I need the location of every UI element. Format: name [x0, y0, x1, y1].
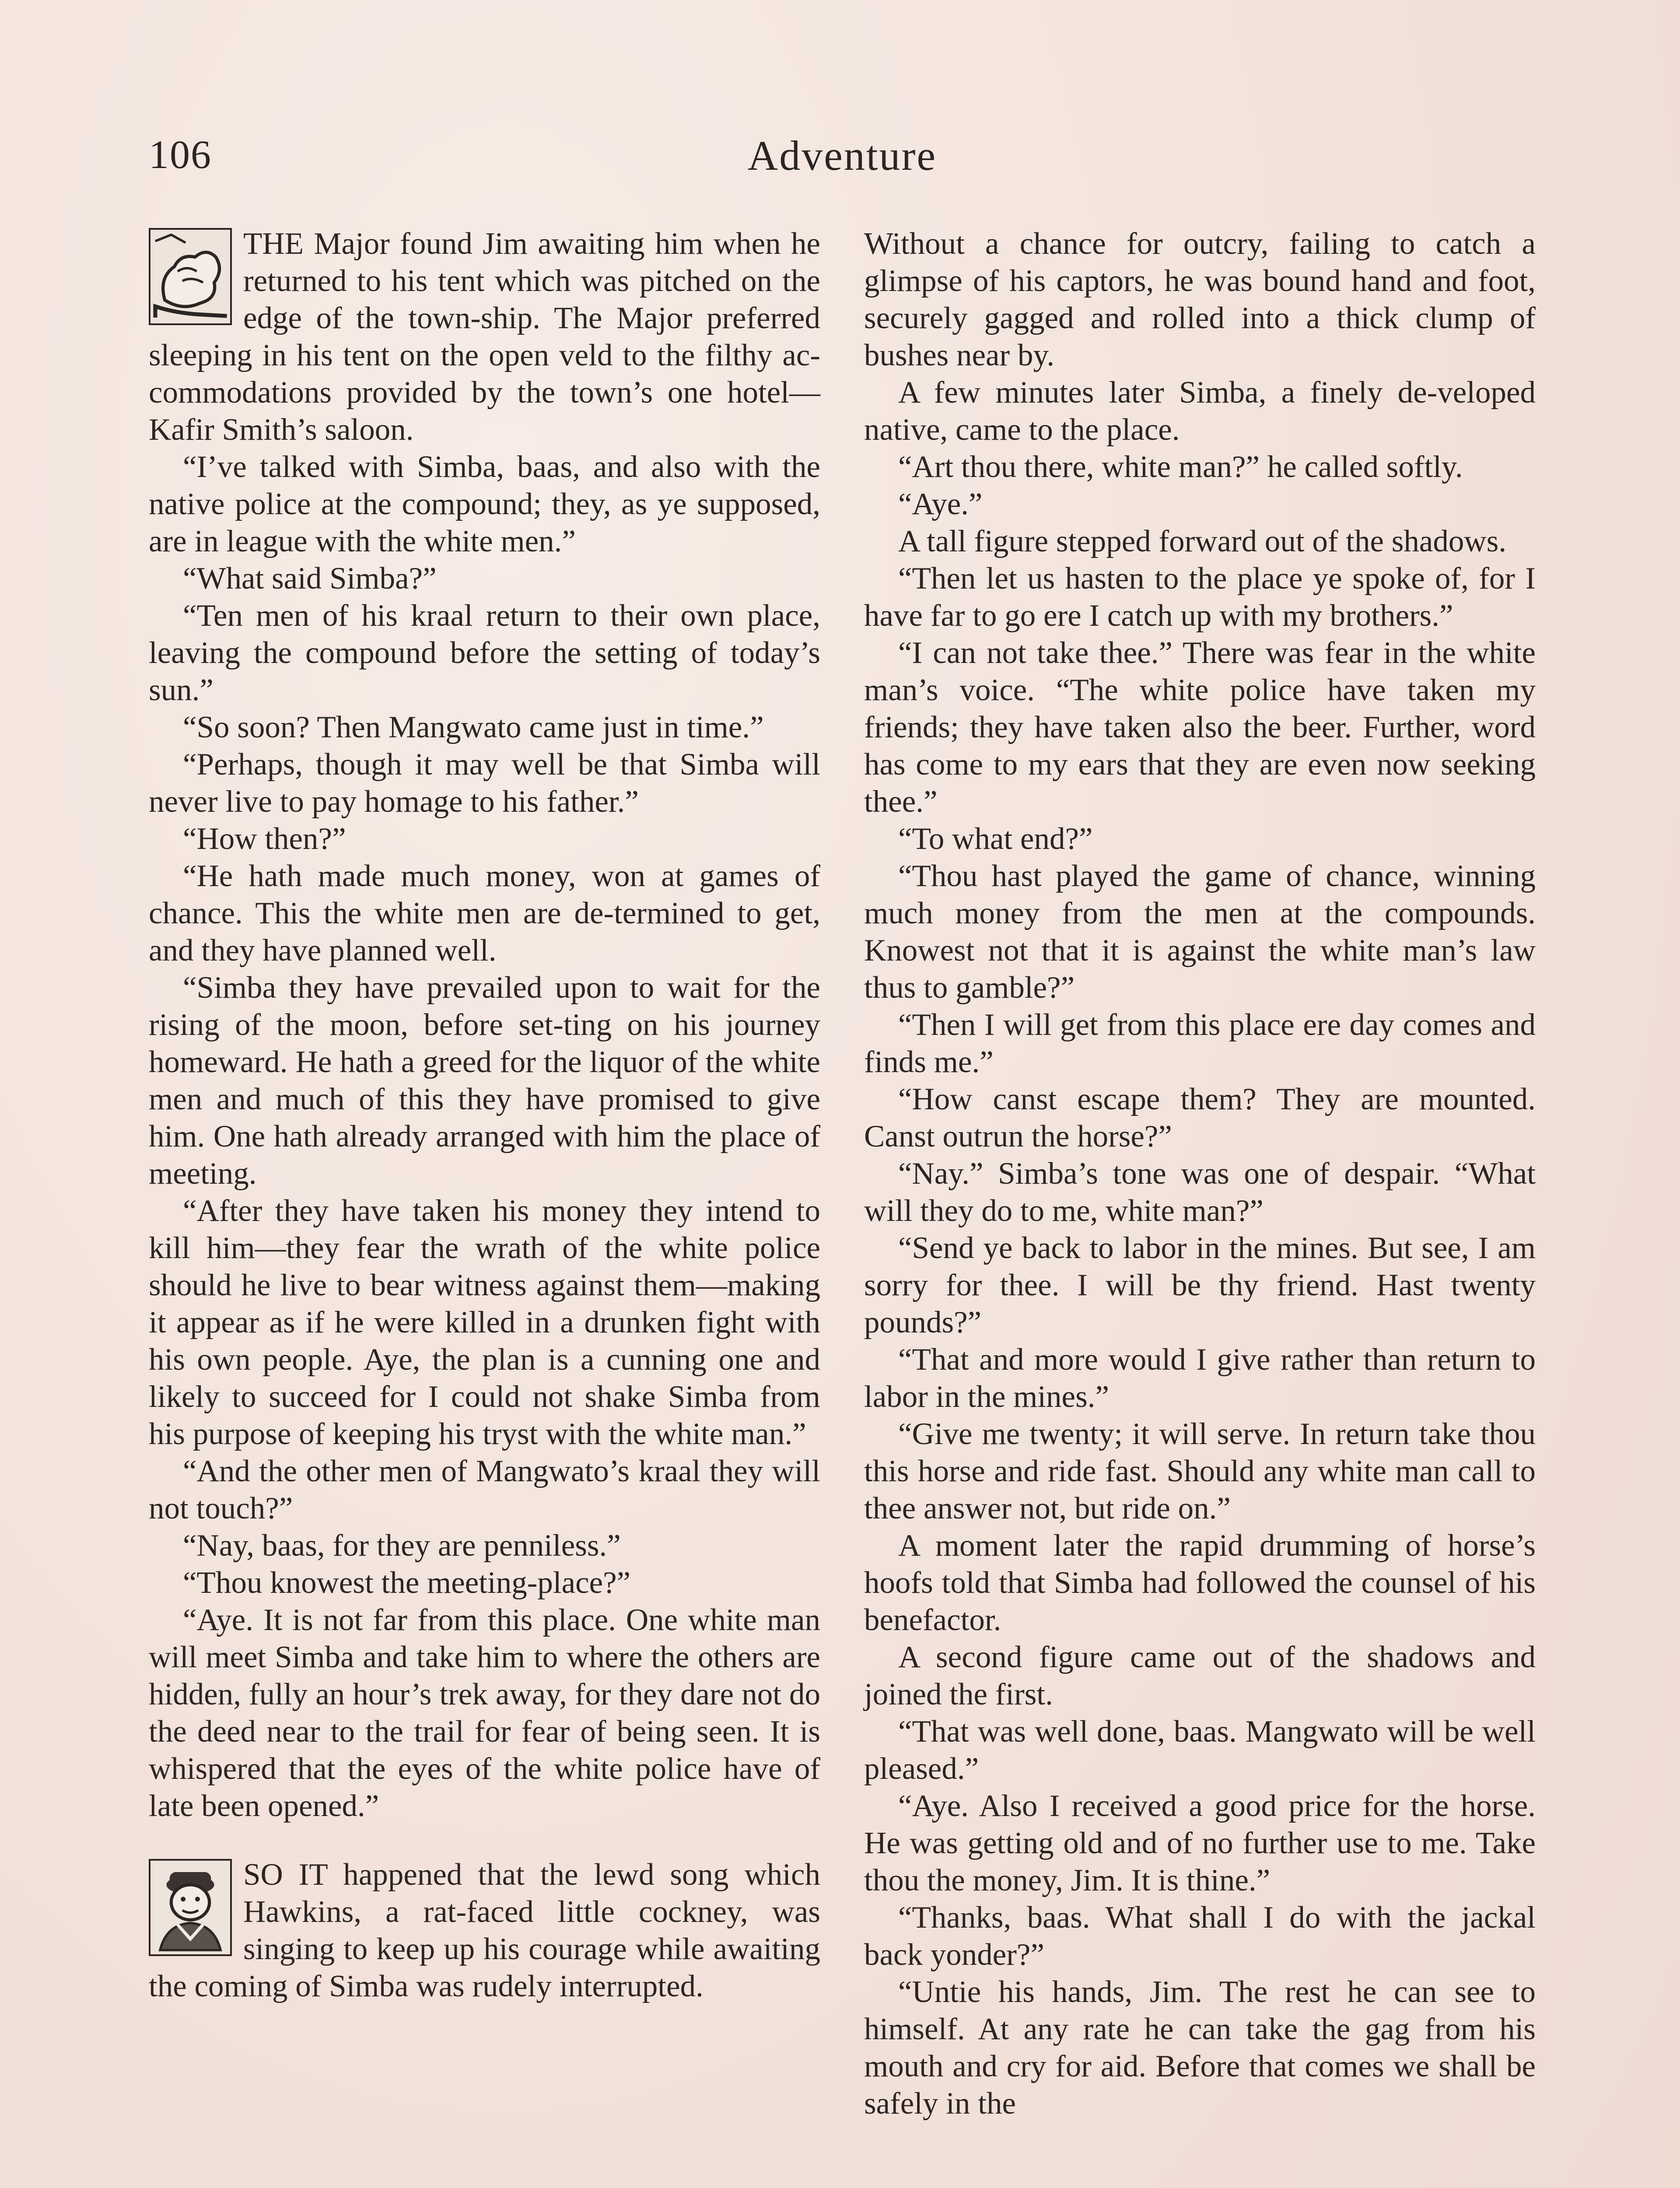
paragraph: A tall figure stepped forward out of the shadows.: [898, 524, 1507, 558]
paragraph: “That was well done, baas. Mangwato will be well pleased.”: [864, 1715, 1536, 1786]
paragraph: “Nay.” Simba’s tone was one of despair. “What will they do to me, white man?”: [864, 1157, 1536, 1228]
cockney-portrait-icon: [149, 1859, 232, 1956]
paragraph: “Thou hast played the game of chance, winning much money from the men at the compounds. Knowest not that it is against the white man’s law thus to gamble?”: [864, 859, 1536, 1005]
paragraph: “Send ye back to labor in the mines. But see, I am sorry for thee. I will be thy friend. Hast twenty pounds?”: [864, 1231, 1536, 1339]
magazine-title: Adventure: [747, 132, 937, 179]
paragraph: “Perhaps, though it may well be that Simba will never live to pay homage to his father.”: [149, 747, 820, 819]
paragraph: “How canst escape them? They are mounted. Canst outrun the horse?”: [864, 1082, 1536, 1154]
paragraph: “Aye. It is not far from this place. One white man will meet Simba and take him to where the others are hidden, fully an hour’s trek away, for they dare not do the deed near to the trail for fear of being seen. It is whispered that the eyes of the white police have of late been opened.”: [149, 1603, 820, 1823]
paragraph: “He hath made much money, won at games of chance. This the white men are de-termined to get, and they have planned well.: [149, 859, 820, 968]
paragraph: “Then let us hasten to the place ye spoke of, for I have far to go ere I catch up with my brothers.”: [864, 561, 1536, 633]
paragraph: “That and more would I give rather than return to labor in the mines.”: [864, 1343, 1536, 1414]
paragraph: “Thanks, baas. What shall I do with the jackal back yonder?”: [864, 1900, 1536, 1972]
paragraph: “Give me twenty; it will serve. In return take thou this horse and ride fast. Should any white man call to thee answer not, but ride on.”: [864, 1417, 1536, 1525]
paragraph: “I’ve talked with Simba, baas, and also with the native police at the compound; they, as ye supposed, are in league with the white men.”: [149, 450, 820, 558]
paragraph: “Simba they have prevailed upon to wait for the rising of the moon, before set-ting on his journey homeward. He hath a greed for the liquor of the white men and much of this they have promised to give him. One hath already arranged with him the place of meeting.: [149, 971, 820, 1191]
paragraph: “I can not take thee.” There was fear in the white man’s voice. “The white police have taken my friends; they have taken also the beer. Further, word has come to my ears that they are even now seeking thee.”: [864, 636, 1536, 819]
paragraph: “After they have taken his money they intend to kill him—they fear the wrath of the white police should he live to bear witness against them—making it appear as if he were killed in a drunken fight with his own people. Aye, the plan is a cunning one and likely to succeed for I could not shake Simba from his purpose of keeping his tryst with the white man.”: [149, 1194, 820, 1451]
section-break: [149, 1825, 820, 1856]
paragraph: “Ten men of his kraal return to their own place, leaving the compound before the setting of today’s sun.”: [149, 599, 820, 707]
paragraph: “And the other men of Mangwato’s kraal they will not touch?”: [149, 1454, 820, 1525]
paragraph: “What said Simba?”: [183, 561, 437, 596]
paragraph: Without a chance for outcry, failing to catch a glimpse of his captors, he was bound hand and foot, securely gagged and rolled into a thick clump of bushes near by.: [864, 227, 1536, 372]
paragraph: “Thou knowest the meeting-place?”: [183, 1566, 631, 1600]
left-column: [149, 225, 820, 2005]
paragraph: A moment later the rapid drumming of horse’s hoofs told that Simba had followed the counsel of his benefactor.: [864, 1529, 1536, 1637]
hand-icon: [149, 228, 232, 325]
running-head: [149, 131, 1536, 193]
paragraph: SO IT happened that the lewd song which Hawkins, a rat-faced little cockney, was singing to keep up his courage while awaiting the coming of Simba was rudely interrupted.: [149, 1858, 820, 2003]
paragraph: “Untie his hands, Jim. The rest he can see to himself. At any rate he can take the gag from his mouth and cry for aid. Before that comes we shall be safely in the: [864, 1975, 1536, 2121]
right-column: [864, 225, 1536, 2122]
page-number: 106: [149, 132, 212, 177]
paragraph: “To what end?”: [898, 822, 1093, 856]
paragraph: “So soon? Then Mangwato came just in time.”: [183, 710, 764, 744]
paragraph: “How then?”: [183, 822, 346, 856]
paragraph: “Then I will get from this place ere day comes and finds me.”: [864, 1008, 1536, 1079]
paragraph: “Aye. Also I received a good price for the horse. He was getting old and of no further use to me. Take thou the money, Jim. It is thine.”: [864, 1789, 1536, 1897]
paragraph: A second figure came out of the shadows and joined the first.: [864, 1640, 1536, 1711]
paragraph: “Nay, baas, for they are penniless.”: [183, 1529, 621, 1563]
paragraph: A few minutes later Simba, a finely de-veloped native, came to the place.: [864, 375, 1536, 447]
paragraph: THE Major found Jim awaiting him when he returned to his tent which was pitched on the edge of the town-ship. The Major preferred sleeping in his tent on the open veld to the filthy ac-commodations provided by the town’s one hotel—Kafir Smith’s saloon.: [149, 227, 820, 447]
paragraph: “Aye.”: [898, 487, 983, 521]
paragraph: “Art thou there, white man?” he called softly.: [898, 450, 1463, 484]
